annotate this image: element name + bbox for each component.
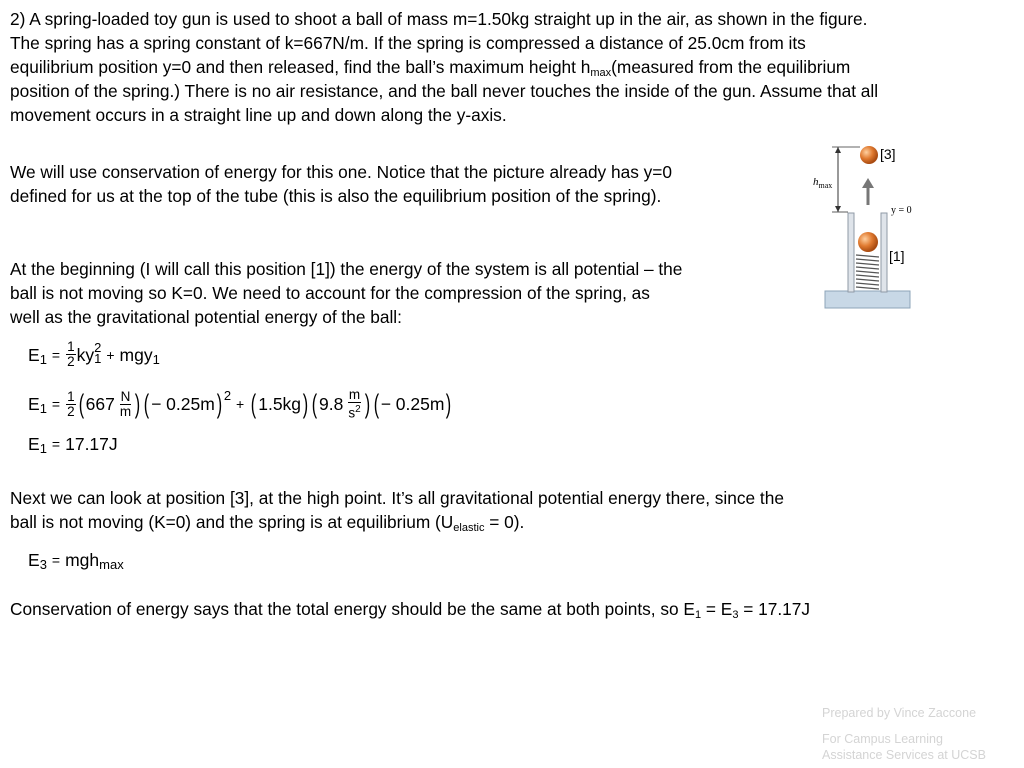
problem-line-4: position of the spring.) There is no air resistance, and the ball never touches the inside of the gun. Assume that all [10, 81, 879, 101]
label-y-zero: y = 0 [891, 205, 912, 216]
equation-energy-3: E 3 = mgh max [28, 550, 124, 572]
equation-energy-1-formula: E 1 = $\frac{1}{2}$ ky 2 1 + mgy 1 [28, 339, 160, 369]
problem-line-3: equilibrium position y=0 and then released, find the ball’s maximum height $h_{max}(measured$ from the equilibrium [10, 57, 851, 79]
intro-line-1: We will use conservation of energy for this one. Notice that the picture already has y=0 [10, 162, 673, 182]
footer-for-line-1: For Campus Learning [822, 732, 943, 746]
label-hmax: $h_{max}$ [813, 176, 833, 191]
equation-energy-1-result: E 1 = 17.17J [28, 434, 118, 456]
label-position-3: [3] [880, 146, 896, 162]
position1-line-2: ball is not moving so K=0. We need to account for the compression of the spring, as [10, 283, 650, 303]
position1-line-1: At the beginning (I will call this position [1]) the energy of the system is all potential – the [10, 259, 683, 279]
conclusion-line: Conservation of energy says that the total energy should be the same at both points, so $E_1 = E_3 = 17.17J$ [10, 599, 811, 621]
tube-right-wall [881, 213, 887, 292]
up-arrow-head [862, 178, 874, 188]
footer-for-line-2: Assistance Services at UCSB [822, 748, 986, 762]
ball-position-3 [860, 146, 878, 164]
problem-line-5: movement occurs in a straight line up and down along the y-axis. [10, 105, 507, 125]
equation-energy-1-substituted: E 1 = $\frac{1}{2}$ ( 667 $\frac{N}{m}$ ) ( − 0.25m ) 2 + ( 1.5kg ) ( 9.8 $\frac{m}{s^2}$ ) ( − 0.25m ) [28, 387, 452, 421]
position1-line-3: well as the gravitational potential energy of the ball: [10, 307, 402, 327]
position3-line-1: Next we can look at position [3], at the high point. It’s all gravitational potential energy there, since the [10, 488, 784, 508]
ball-position-1 [858, 232, 878, 252]
footer-prepared-by: Prepared by Vince Zaccone [822, 706, 977, 720]
tube-left-wall [848, 213, 854, 292]
intro-line-2: defined for us at the top of the tube (this is also the equilibrium position of the spring). [10, 186, 662, 206]
problem-line-1: 2) A spring-loaded toy gun is used to shoot a ball of mass m=1.50kg straight up in the air, as shown in the figure. [10, 9, 868, 29]
label-position-1: [1] [889, 248, 905, 264]
spring-coil [856, 255, 879, 289]
gun-base [825, 291, 910, 308]
position3-line-2: ball is not moving (K=0) and the spring is at equilibrium $(U_{elastic} = 0)$. [10, 512, 525, 534]
problem-line-2: The spring has a spring constant of k=667N/m. If the spring is compressed a distance of 25.0cm from its [10, 33, 806, 53]
